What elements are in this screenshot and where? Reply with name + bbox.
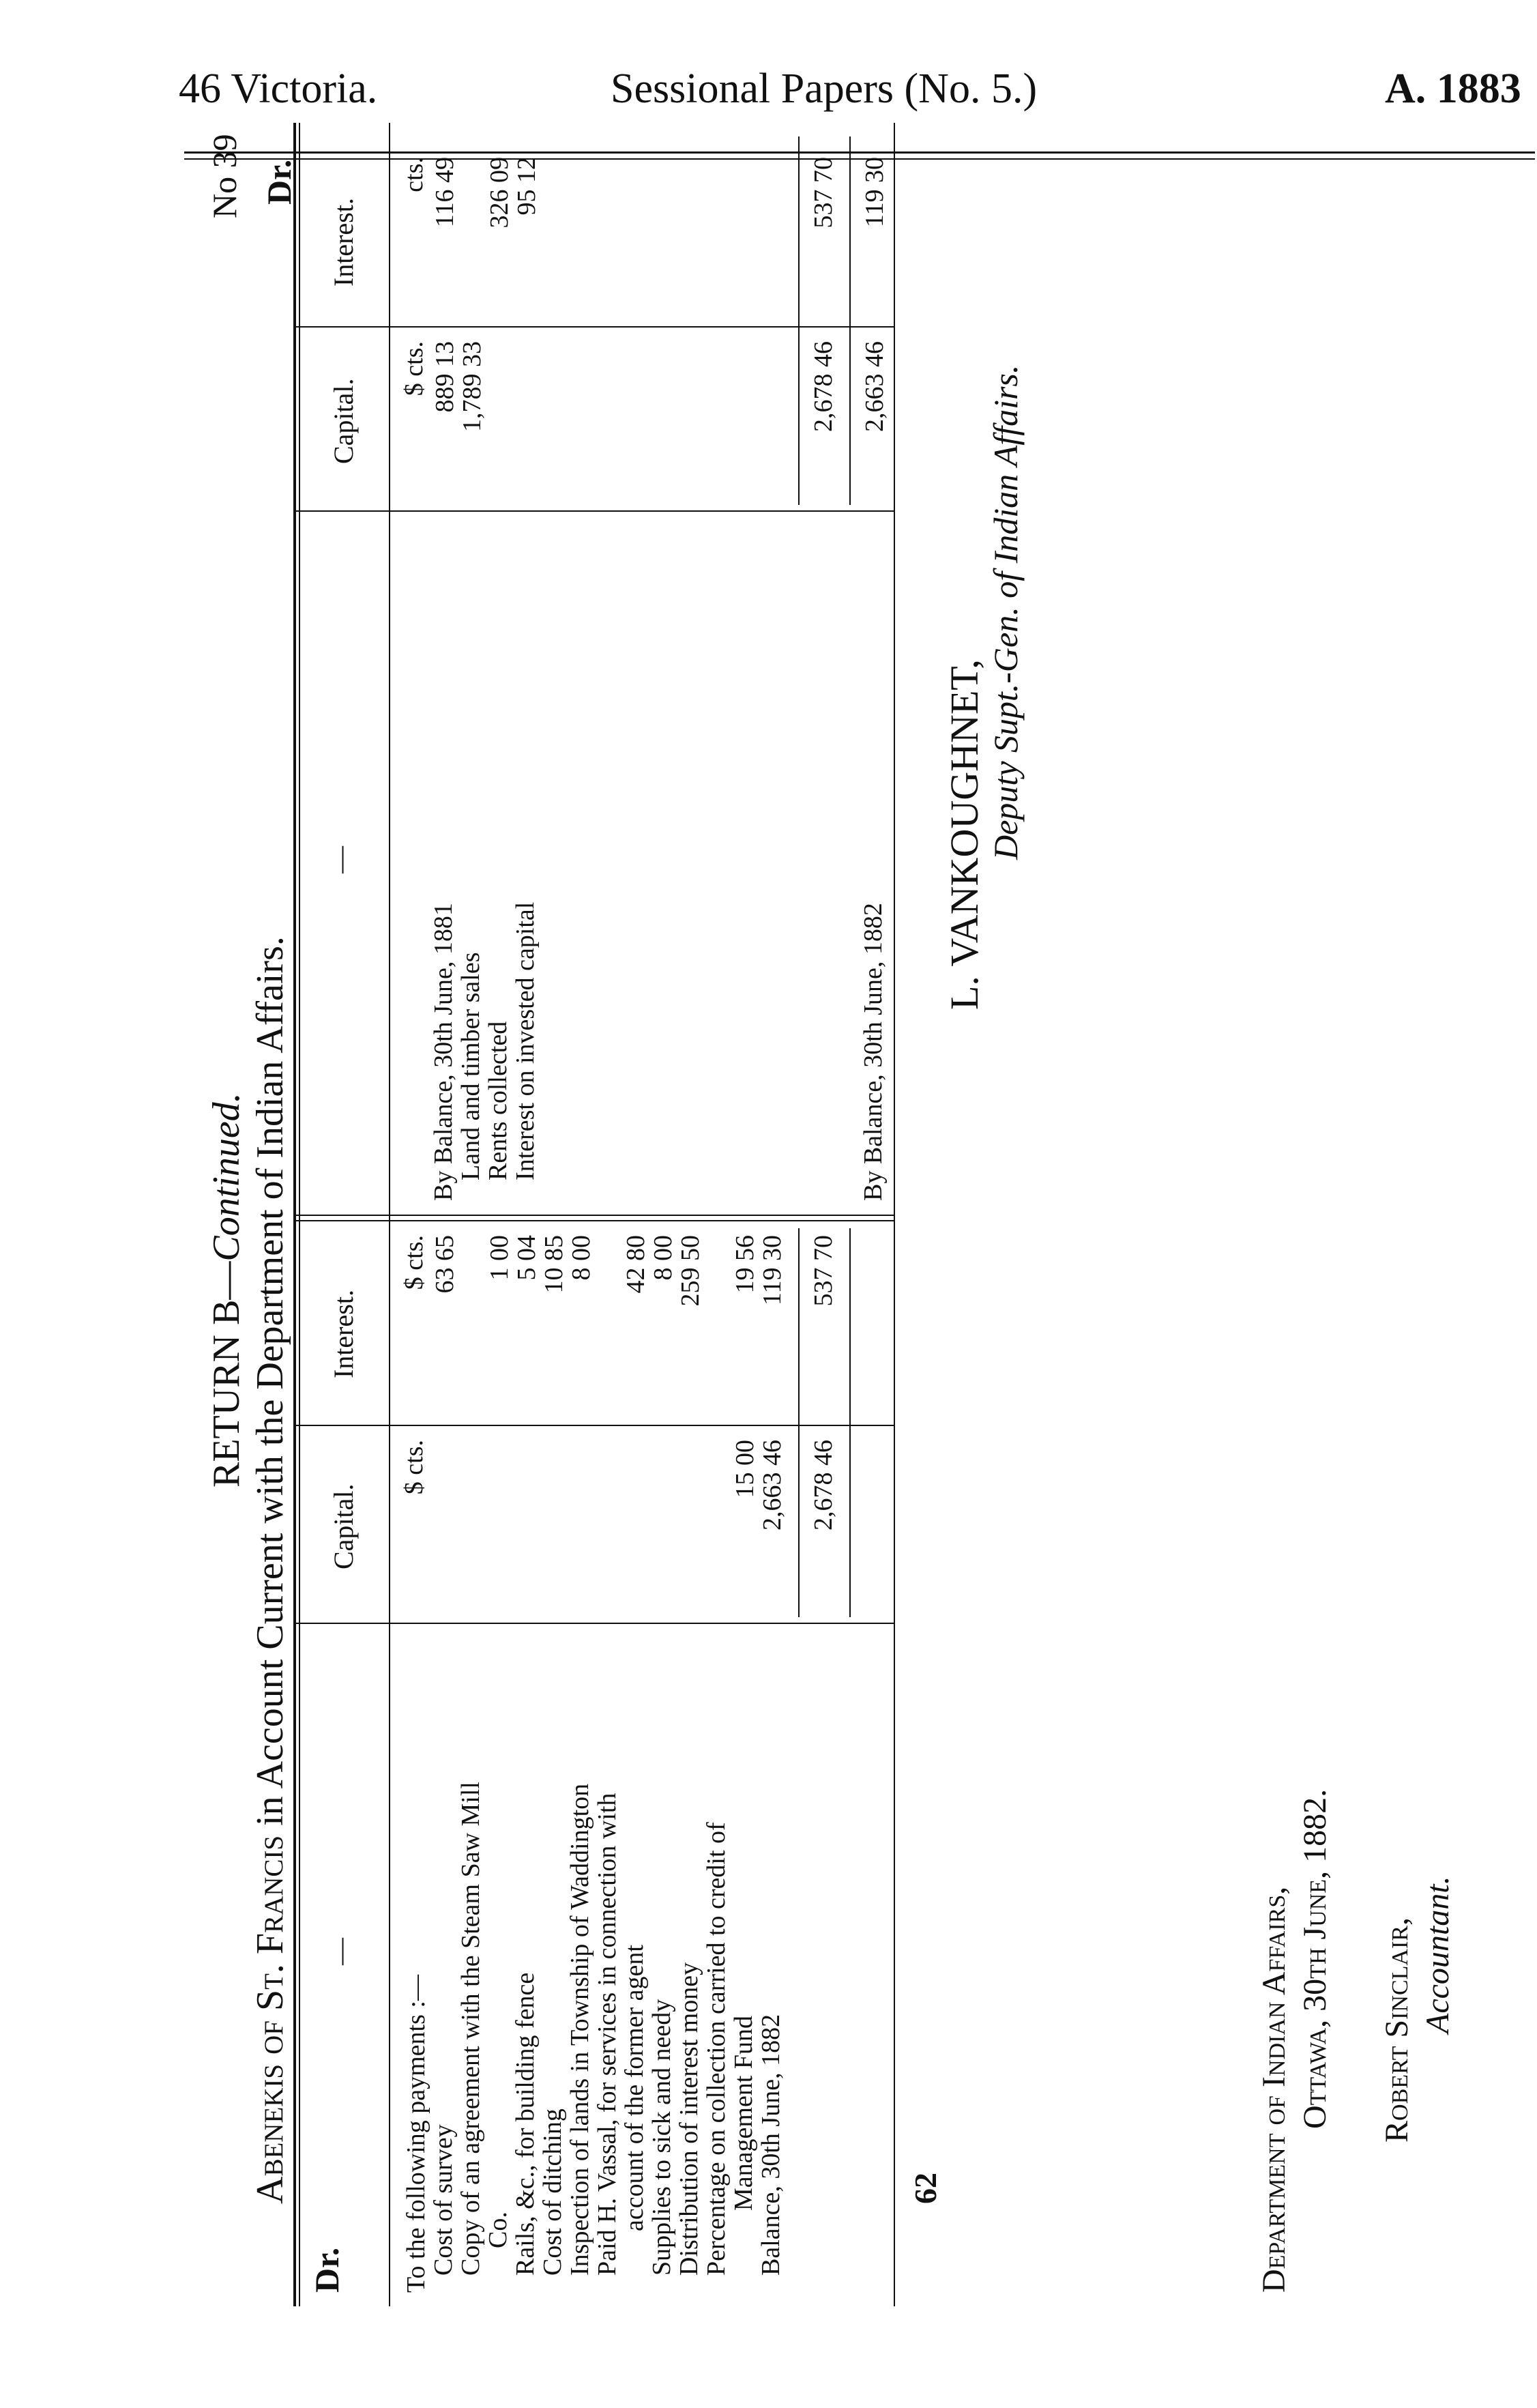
return-title: RETURN B—Continued. [205,1092,248,1488]
right-dr-label: Dr. [260,159,298,205]
left-dr-label: Dr. [308,2247,346,2293]
right-row-capital: 889 13 [430,341,459,413]
left-row-text: Rails, &c., for building fence [511,1972,540,2276]
side-divider [293,1220,894,1221]
left-row-text: Co. [484,2211,512,2248]
right-balance-text: By Balance, 30th June, 1882 [859,903,888,1201]
left-total-rule-2 [849,1228,851,1617]
return-number: No 39 [205,134,244,218]
header-year: A. 1883 [1385,66,1521,112]
left-row-text: Balance, 30th June, 1882 [757,2014,785,2276]
left-row-interest: 8 00 [649,1235,677,1281]
left-row-text: Supplies to sick and needy [647,1999,676,2276]
right-total-rule [798,136,800,505]
right-total-interest: 537 70 [809,157,838,229]
account-title: Abenekis of St. Francis in Account Current with the Department of Indian Affairs. [249,936,291,2204]
left-row-text: Copy of an agreement with the Steam Saw Mill [456,1782,485,2276]
right-total-rule-2 [849,136,851,505]
right-capital-units: $ cts. [400,341,428,396]
header-sessional-papers: Sessional Papers (No. 5.) [611,66,1038,112]
left-row-interest: 63 65 [430,1235,459,1294]
left-interest-col-line [293,1425,894,1426]
left-row-interest: 1 00 [485,1235,514,1281]
right-interest-head: Interest. [328,198,359,287]
signature-title: Deputy Supt.-Gen. of Indian Affairs. [986,364,1025,860]
rotated-account-page [205,68,1487,2306]
right-interest-units: cts. [400,157,428,192]
right-row-interest: 326 09 [485,157,514,229]
footer-accountant-title: Accountant. [1420,1876,1456,2033]
right-row-text: By Balance, 30th June, 1881 [429,903,458,1201]
left-total-rule [798,1228,800,1617]
left-row-interest: 5 04 [512,1235,541,1281]
left-total-interest: 537 70 [809,1235,838,1307]
page-number: 62 [908,2173,943,2204]
right-row-capital: 1,789 33 [458,341,486,432]
right-interest-col-line [293,326,894,328]
right-balance-interest: 119 30 [860,157,889,228]
left-row-capital: 2,663 46 [758,1440,787,1531]
header-session: 46 Victoria. [179,66,378,112]
right-row-text: Rents collected [484,1021,512,1180]
payments-intro: To the following payments :— [402,1975,430,2293]
side-divider-2 [293,1215,894,1216]
right-row-interest: 95 12 [512,157,541,216]
left-row-interest: 259 50 [676,1235,705,1307]
left-interest-units: $ cts. [400,1235,428,1290]
table-bottom-rule [894,123,895,2306]
right-total-capital: 2,678 46 [809,341,838,432]
left-row-interest: 19 56 [731,1235,759,1294]
left-row-text: Management Fund [729,2015,758,2211]
left-row-text: Paid H. Vassal, for services in connection with [593,1793,621,2276]
left-row-text: account of the former agent [620,1945,649,2231]
left-row-text: Cost of ditching [538,2108,567,2276]
left-row-interest: 42 80 [621,1235,650,1294]
left-interest-head: Interest. [328,1290,359,1378]
right-row-interest: 116 49 [430,157,459,228]
left-total-capital: 2,678 46 [809,1440,838,1531]
left-row-text: Inspection of lands in Township of Waddington [566,1783,594,2276]
footer-department: Department of Indian Affairs, [1256,1886,1292,2293]
right-row-text: Land and timber sales [456,952,485,1180]
left-row-text: Distribution of interest money [675,1962,703,2276]
left-row-text: Cost of survey [429,2124,458,2276]
footer-accountant-name: Robert Sinclair, [1379,1917,1415,2143]
right-balance-capital: 2,663 46 [860,341,889,432]
right-row-text: Interest on invested capital [511,901,540,1180]
left-row-interest: 8 00 [567,1235,596,1281]
left-particulars-head: — [325,1938,355,1965]
signature-name: L. VANKOUGHNET, [942,659,986,1010]
left-row-capital: 15 00 [731,1440,759,1498]
right-capital-head: Capital. [328,378,359,464]
left-capital-units: $ cts. [400,1440,428,1495]
left-row-interest: 119 30 [758,1235,787,1306]
footer-place-date: Ottawa, 30th June, 1882. [1297,1788,1333,2129]
left-capital-head: Capital. [328,1483,359,1569]
right-capital-col-line [293,510,894,512]
right-particulars-head: — [325,846,355,873]
left-capital-col-line [293,1623,894,1624]
left-row-interest: 10 85 [540,1235,568,1294]
left-row-text: Percentage on collection carried to credit of [702,1822,731,2276]
